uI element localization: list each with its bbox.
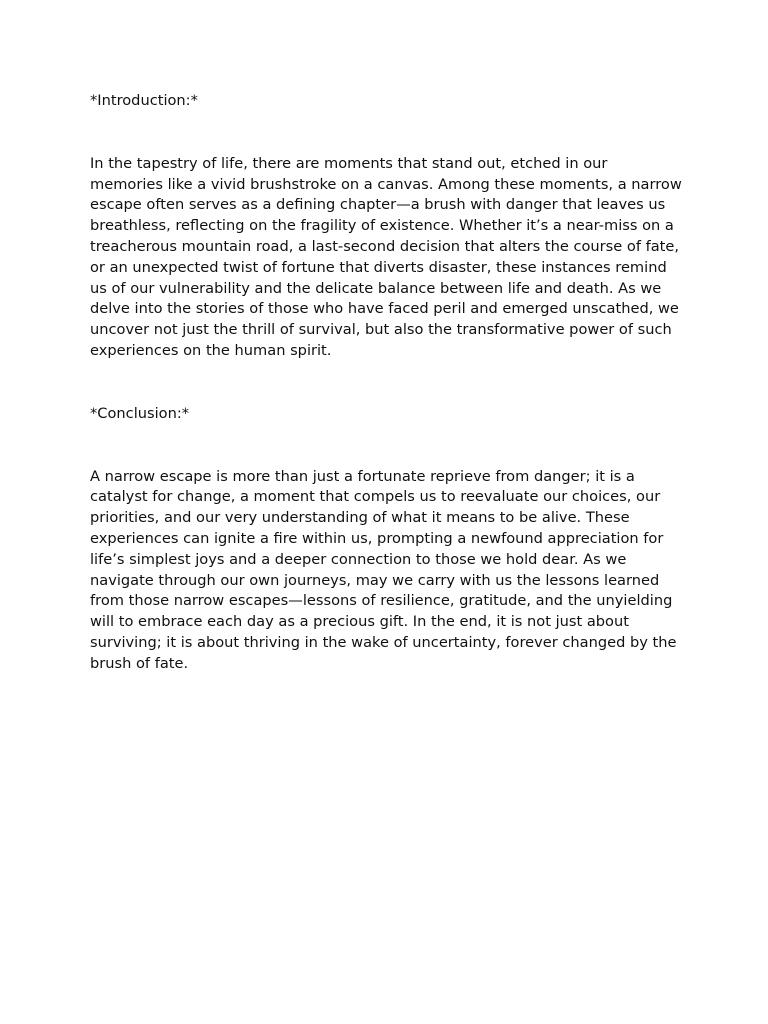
spacer (90, 112, 682, 154)
conclusion-heading: *Conclusion:* (90, 404, 190, 422)
document-body (90, 91, 682, 675)
introduction-heading: *Introduction:* (90, 92, 198, 109)
introduction-paragraph: In the tapestry of life, there are moments that stand out, etched in our memories like a vivid brushstroke on a canvas. Among these moments, a narrow escape often serves as a defining chapter—a brush with danger that leaves us breathless, reflecting on the fragility of existence. Whether it’s a near-miss on a treacherous mountain road, a last-second decision that alters the course of fate, or an unexpected twist of fortune that diverts disaster, these instances remind us of our vulnerability and the delicate balance between life and death. As we delve into the stories of those who have faced peril and emerged unscathed, we uncover not just the thrill of survival, but also the transformative power of such experiences on the human spirit. (90, 154, 682, 359)
spacer (90, 425, 682, 467)
spacer (90, 362, 682, 404)
conclusion-paragraph: A narrow escape is more than just a fortunate reprieve from danger; it is a catalyst for change, a moment that compels us to reevaluate our choices, our priorities, and our very understanding of what it means to be alive. These experiences can ignite a fire within us, prompting a newfound appreciation for life’s simplest joys and a deeper connection to those we hold dear. As we navigate through our own journeys, may we carry with us the lessons learned from those narrow escapes—lessons of resilience, gratitude, and the unyielding will to embrace each day as a precious gift. In the end, it is not just about surviving; it is about thriving in the wake of uncertainty, forever changed by the brush of fate. (90, 467, 677, 672)
